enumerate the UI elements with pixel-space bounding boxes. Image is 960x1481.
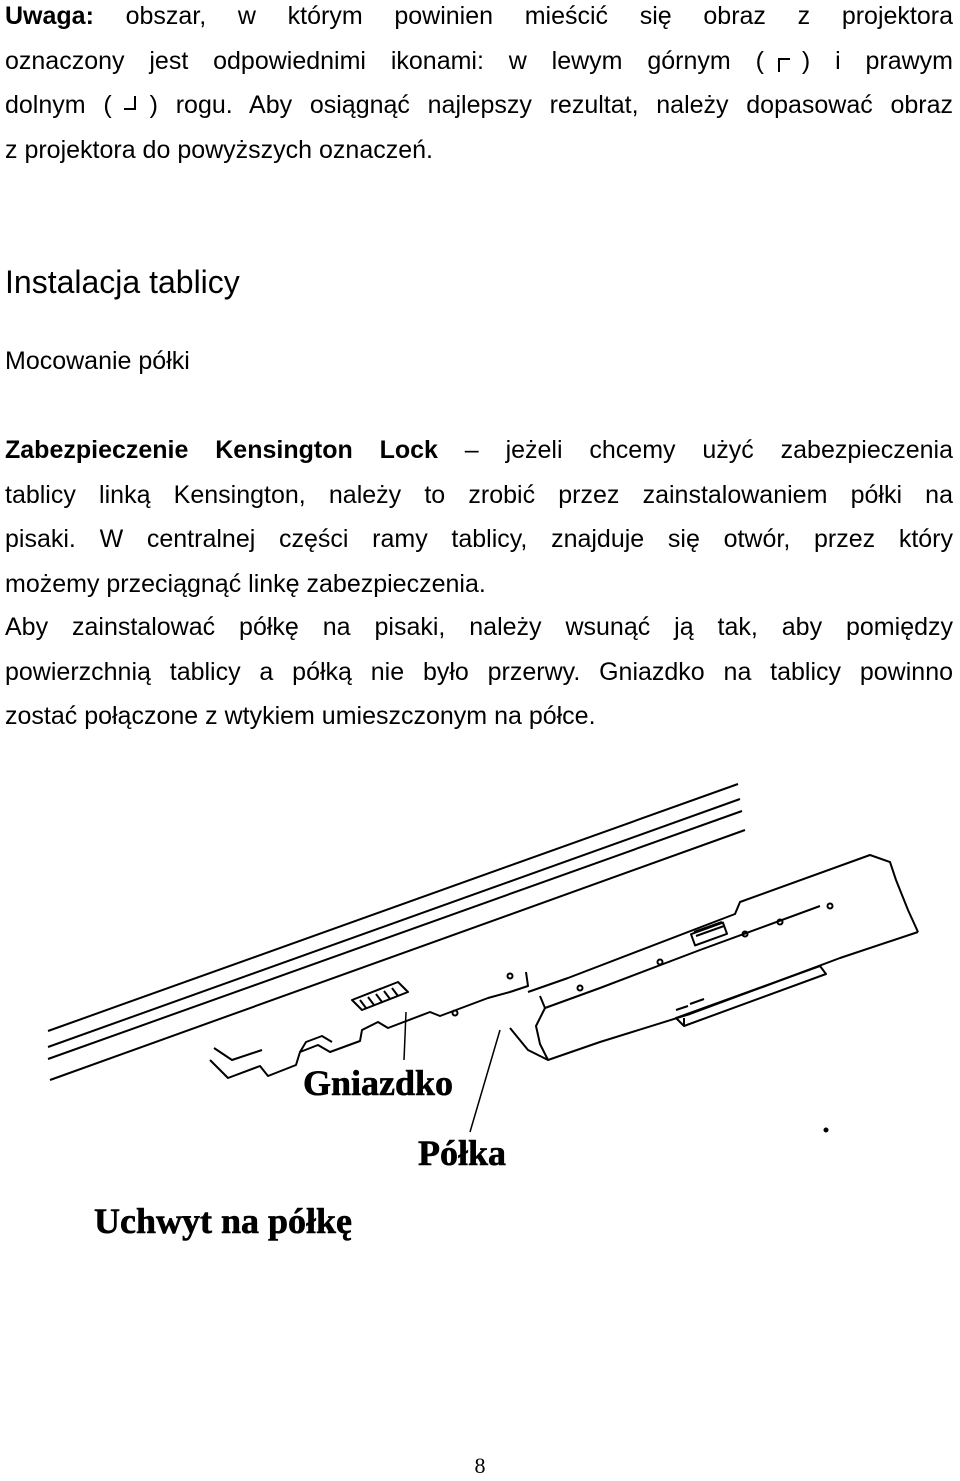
body2-line-1: Aby zainstalować półkę na pisaki, należy wsunąć ją tak, aby pomiędzy	[5, 613, 953, 641]
socket-drawing	[352, 982, 408, 1010]
page-number: 8	[474, 1453, 486, 1478]
note-line-3: dolnym ( ) rogu. Aby osiągnąć najlepszy rezultat, należy dopasować obraz	[5, 91, 953, 119]
subsection-heading: Mocowanie półki	[5, 347, 190, 375]
corner-bottom-right-icon	[124, 94, 138, 116]
note-line-2: oznaczony jest odpowiednimi ikonami: w lewym górnym ( ) i prawym	[5, 46, 953, 75]
board-frame-drawing	[48, 784, 918, 1132]
note-label: Uwaga:	[5, 2, 94, 30]
kensington-lead: Zabezpieczenie Kensington Lock	[5, 436, 438, 464]
body1-line-1: Zabezpieczenie Kensington Lock – jeżeli chcemy użyć zabezpieczenia	[5, 436, 953, 464]
note-paragraph	[5, 0, 953, 172]
body2-line-2: powierzchnią tablicy a półką nie było przerwy. Gniazdko na tablicy powinno	[5, 657, 953, 686]
label-bracket: Uchwyt na półkę	[94, 1201, 353, 1241]
shelf-installation-diagram	[0, 760, 960, 1280]
kensington-paragraph	[5, 428, 953, 606]
body1-line-4: możemy przeciągnąć linkę zabezpieczenia.	[5, 569, 486, 598]
body1-line-2: tablicy linką Kensington, należy to zrobić przez zainstalowaniem półki na	[5, 480, 953, 509]
label-shelf: Półka	[418, 1133, 507, 1173]
shelf-install-paragraph	[5, 605, 953, 739]
section-heading: Instalacja tablicy	[5, 264, 240, 300]
body1-line-3: pisaki. W centralnej części ramy tablicy, znajduje się otwór, przez który	[5, 525, 953, 553]
note-line-1: Uwaga: obszar, w którym powinien mieścić się obraz z projektora	[5, 2, 953, 30]
label-socket: Gniazdko	[303, 1063, 454, 1103]
body2-line-3: zostać połączone z wtykiem umieszczonym na półce.	[5, 702, 596, 730]
note-line-4: z projektora do powyższych oznaczeń.	[5, 135, 433, 164]
corner-top-left-icon	[776, 50, 790, 72]
